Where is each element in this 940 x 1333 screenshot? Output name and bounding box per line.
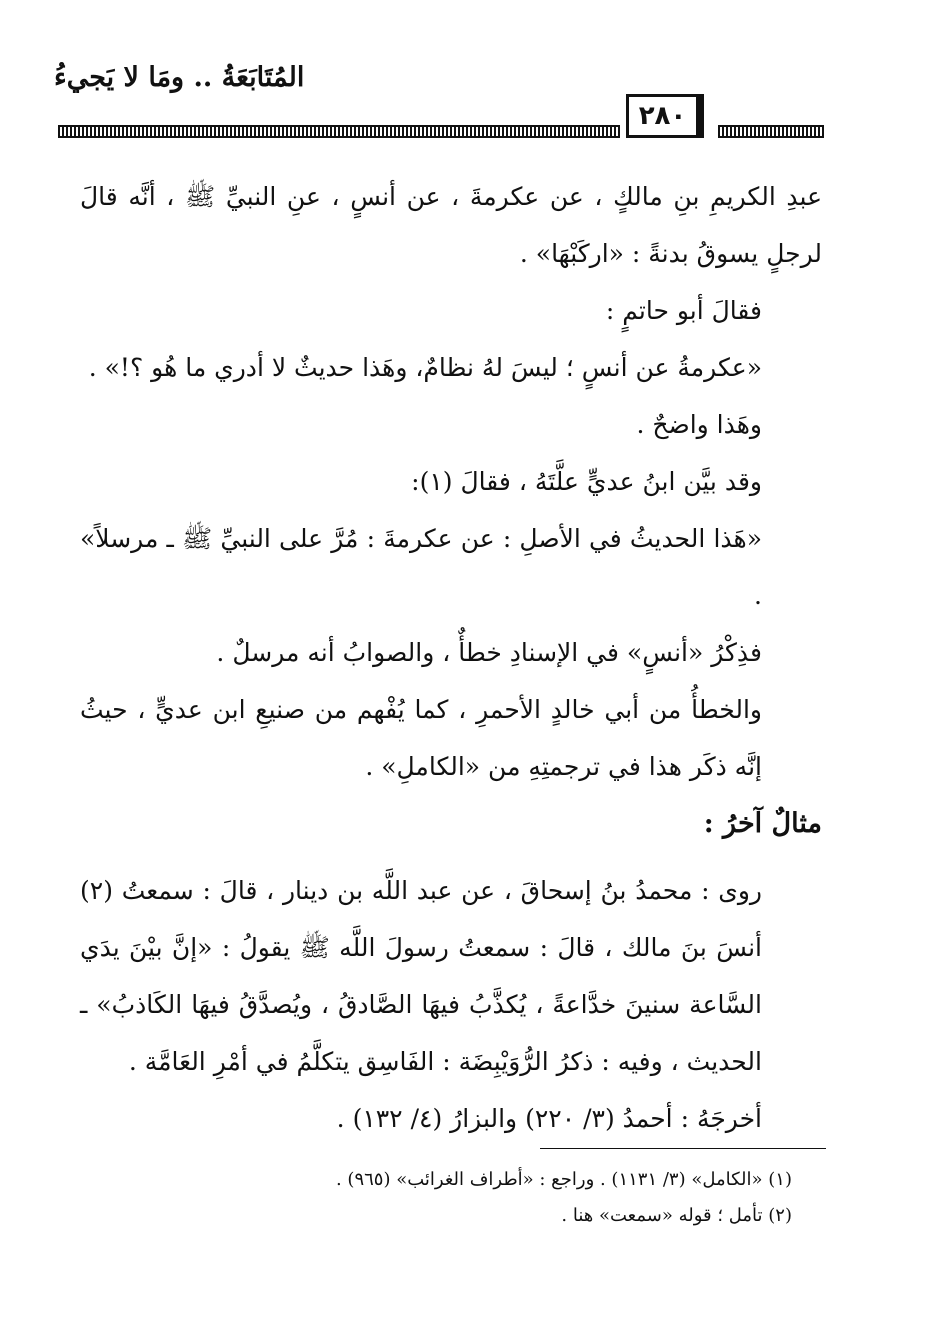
quote-paragraph: «هَذا الحديثُ في الأصلِ : عن عكرمةَ : مُرَّ على النبيِّ ﷺ ـ مرسلاً» .: [80, 524, 762, 610]
paragraph: وهَذا واضحٌ .: [636, 410, 762, 439]
footnotes: [80, 1162, 822, 1234]
paragraph: فقالَ أبو حاتمٍ :: [605, 296, 762, 325]
header-rule-right: [718, 125, 824, 138]
footnote-divider: [540, 1148, 826, 1149]
paragraph: أخرجَهُ : أحمدُ (٣/ ٢٢٠) والبزارُ (٤/ ١٣٢) .: [336, 1104, 762, 1133]
main-text: [80, 168, 822, 1147]
footnote: (١) «الكامل» (٣/ ١١٣١) . وراجع : «أطراف الغرائب» (٩٦٥) .: [335, 1169, 792, 1190]
header-rule-left: [58, 125, 620, 138]
footnote: (٢) تأمل ؛ قوله «سمعت» هنا .: [561, 1205, 792, 1226]
paragraph: فذِكْرُ «أنسٍ» في الإسنادِ خطأٌ ، والصوابُ أنه مرسلٌ .: [216, 638, 762, 667]
paragraph: والخطأُ من أبي خالدٍ الأحمرِ ، كما يُفْهم من صنيعِ ابن عديٍّ ، حيثُ إنَّه ذكَر هذا في ترجمتِهِ من «الكاملِ» .: [80, 695, 762, 781]
page-number: ٢٨٠: [626, 94, 704, 138]
paragraph: وقد بيَّن ابنُ عديٍّ علَّتَهُ ، فقالَ (١):: [411, 467, 762, 496]
paragraph: عبدِ الكريمِ بنِ مالكٍ ، عن عكرمةَ ، عن أنسٍ ، عنِ النبيِّ ﷺ ، أنَّه قالَ لرجلٍ يسوقُ بدنةً : «اركَبْهَا» .: [80, 182, 822, 268]
quote-paragraph: «عكرمةُ عن أنسٍ ؛ ليسَ لهُ نظامٌ، وهَذا حديثٌ لا أدري ما هُو ؟!» .: [88, 353, 762, 382]
section-heading: مثالٌ آخرُ :: [703, 808, 822, 839]
paragraph: روى : محمدُ بنُ إسحاقَ ، عن عبد اللَّه بن دينار ، قالَ : سمعتُ (٢) أنسَ بنَ مالك ، قالَ : سمعتُ رسولَ اللَّه ﷺ يقولُ : «إنَّ بيْنَ يدَي السَّاعة سنينَ خدَّاعةً ، يُكذَّبُ فيهَا الصَّادقُ ، ويُصدَّقُ فيهَا الكَاذبُ» ـ الحديث ، وفيه : ذكرُ الرُّوَيْبِضَة : الفَاسِق يتكلَّمُ في أمْرِ العَامَّة .: [80, 876, 762, 1076]
running-header-title: المُتَابَعَةُ .. ومَا لا يَجيءُ: [54, 62, 305, 93]
